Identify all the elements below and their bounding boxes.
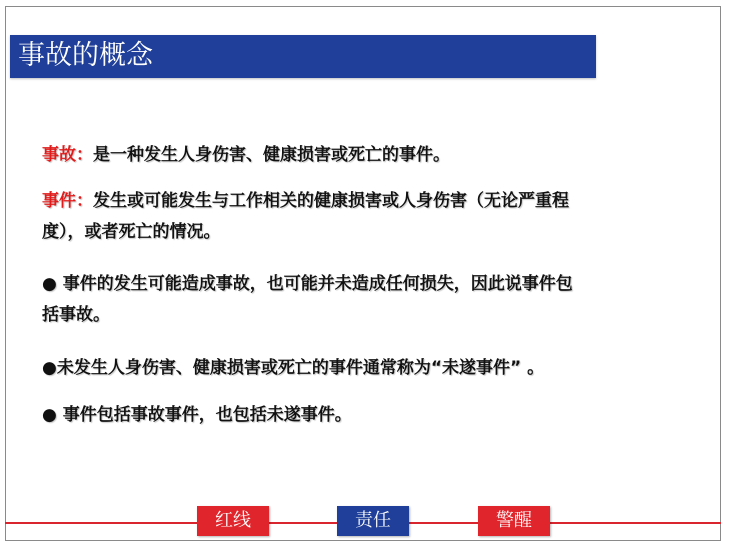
paragraph-incident: [42, 186, 682, 248]
definition-incident-line1: 发生或可能发生与工作相关的健康损害或人身伤害（无论严重程: [93, 191, 569, 211]
title-bar: [10, 35, 596, 78]
bullet-2-text: ●未发生人身伤害、健康损害或死亡的事件通常称为“未遂事件” 。: [42, 358, 545, 378]
bullet-1-line2: 括事故。: [42, 305, 110, 325]
definition-accident: 是一种发生人身伤害、健康损害或死亡的事件。: [93, 145, 450, 165]
term-incident: 事件：: [42, 191, 93, 211]
term-accident: 事故：: [42, 145, 93, 165]
bullet-paragraph-1: [42, 269, 682, 331]
slide-title: 事故的概念: [18, 40, 153, 71]
footer-tag-red-line: 红线: [197, 506, 269, 536]
paragraph-accident: [42, 140, 682, 171]
definition-incident-line2: 度），或者死亡的情况。: [42, 222, 221, 242]
bullet-paragraph-3: [42, 400, 682, 431]
bullet-3-text: ● 事件包括事故事件，也包括未遂事件。: [42, 405, 352, 425]
bullet-paragraph-2: [42, 353, 682, 384]
paragraph-incident-line1: [42, 186, 682, 217]
bullet-1-line1: ● 事件的发生可能造成事故，也可能并未造成任何损失，因此说事件包: [42, 274, 573, 294]
footer-tag-responsibility: 责任: [337, 506, 409, 536]
footer-tag-alert: 警醒: [478, 506, 550, 536]
